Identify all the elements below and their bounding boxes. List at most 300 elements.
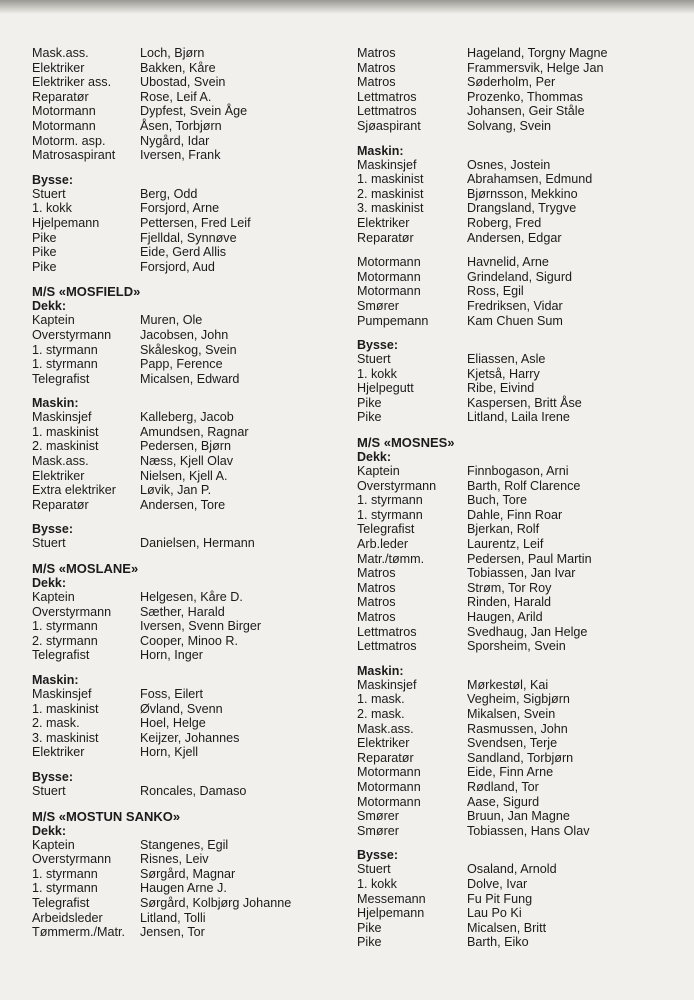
crew-row	[357, 824, 677, 839]
crew-role: Matr./tømm.	[357, 551, 425, 566]
crew-name: Løvik, Jan P.	[140, 483, 212, 498]
crew-row	[32, 687, 332, 702]
crew-name: Iversen, Svenn Birger	[140, 619, 262, 634]
crew-name: Fjelldal, Synnøve	[140, 230, 237, 245]
crew-row	[32, 925, 332, 940]
crew-name: Vegheim, Sigbjørn	[467, 692, 570, 707]
crew-row	[32, 245, 332, 260]
crew-row	[357, 187, 677, 202]
crew-name: Bjerkan, Rolf	[467, 522, 540, 537]
crew-row	[357, 625, 677, 640]
crew-name: Kaspersen, Britt Åse	[467, 395, 582, 410]
left-column	[32, 46, 332, 950]
crew-row	[32, 867, 332, 882]
crew-row	[32, 619, 332, 634]
crew-name: Papp, Ference	[140, 357, 223, 372]
crew-name: Mikalsen, Svein	[467, 706, 556, 721]
crew-row	[32, 911, 332, 926]
crew-role: Overstyrmann	[32, 852, 112, 867]
crew-row	[32, 61, 332, 76]
crew-role: Stuert	[357, 862, 391, 877]
crew-name: Aase, Sigurd	[467, 794, 540, 809]
crew-role: Lettmatros	[357, 624, 417, 639]
crew-name: Dahle, Finn Roar	[467, 507, 563, 522]
crew-row	[32, 343, 332, 358]
crew-name: Eide, Gerd Allis	[140, 245, 227, 260]
crew-row	[357, 479, 677, 494]
crew-role: Smører	[357, 823, 399, 838]
crew-name: Jensen, Tor	[140, 925, 205, 940]
crew-role: Telegrafist	[32, 648, 90, 663]
crew-row	[357, 104, 677, 119]
crew-role: Lettmatros	[357, 104, 417, 119]
crew-role: Lettmatros	[357, 639, 417, 654]
crew-role: 1. styrmann	[357, 507, 423, 522]
crew-name: Nygård, Idar	[140, 133, 210, 148]
crew-name: Eliassen, Asle	[467, 352, 546, 367]
crew-name: Danielsen, Hermann	[140, 536, 255, 551]
crew-row	[357, 396, 677, 411]
crew-name: Haugen, Arild	[467, 610, 543, 624]
crew-name: Drangsland, Trygve	[467, 201, 577, 216]
crew-role: Matros	[357, 595, 396, 610]
crew-name: Barth, Eiko	[467, 935, 529, 950]
crew-row	[32, 313, 332, 328]
crew-role: Pike	[32, 230, 57, 245]
crew-role: Stuert	[357, 352, 391, 367]
crew-name: Forsjord, Arne	[140, 201, 220, 216]
crew-role: Hjelpemann	[357, 906, 425, 921]
crew-row	[32, 634, 332, 649]
crew-row	[357, 595, 677, 610]
crew-name: Fu Pit Fung	[467, 891, 533, 906]
crew-row	[32, 187, 332, 202]
crew-row	[32, 498, 332, 513]
crew-role: Matros	[357, 580, 396, 595]
crew-row	[32, 410, 332, 425]
crew-role: Hjelpemann	[32, 215, 100, 230]
section-heading-maskin: Maskin:	[357, 143, 404, 158]
crew-row	[357, 566, 677, 581]
crew-role: Motormann	[357, 794, 421, 809]
crew-role: 1. maskinist	[357, 172, 424, 187]
crew-row	[357, 172, 677, 187]
crew-row	[32, 439, 332, 454]
crew-name: Rasmussen, John	[467, 721, 568, 736]
crew-role: Stuert	[32, 186, 66, 201]
crew-role: 2. maskinist	[32, 439, 99, 454]
crew-row	[32, 838, 332, 853]
crew-row	[357, 284, 677, 299]
crew-row	[32, 731, 332, 746]
crew-row	[357, 692, 677, 707]
crew-name: Sæther, Harald	[140, 604, 225, 619]
crew-name: Lau Po Ki	[467, 906, 522, 921]
crew-role: Tømmerm./Matr.	[32, 925, 126, 940]
crew-row	[32, 372, 332, 387]
crew-role: Motorm. asp.	[32, 133, 106, 148]
crew-name: Kam Chuen Sum	[467, 313, 563, 328]
crew-role: Messemann	[357, 891, 426, 906]
crew-name: Roberg, Fred	[467, 215, 542, 230]
crew-row	[357, 877, 677, 892]
crew-row	[357, 751, 677, 766]
crew-role: 2. styrmann	[32, 633, 98, 648]
crew-role: Hjelpegutt	[357, 381, 414, 396]
crew-row	[32, 201, 332, 216]
crew-role: Elektriker	[357, 215, 410, 230]
crew-row	[357, 381, 677, 396]
crew-role: Elektriker	[32, 745, 85, 760]
crew-role: Matros	[357, 75, 396, 90]
crew-role: 1. styrmann	[32, 866, 98, 881]
crew-role: Matrosaspirant	[32, 148, 116, 163]
crew-row	[357, 935, 677, 950]
crew-role: 1. styrmann	[32, 881, 98, 896]
crew-name: Åsen, Torbjørn	[140, 118, 222, 133]
crew-name: Solvang, Svein	[467, 118, 552, 133]
crew-name: Rose, Leif A.	[140, 89, 212, 104]
section-heading-maskin: Maskin:	[357, 663, 404, 678]
crew-role: 1. styrmann	[32, 619, 98, 634]
crew-row	[357, 795, 677, 810]
section-heading-bysse: Bysse:	[32, 522, 73, 537]
crew-role: 2. maskinist	[357, 186, 424, 201]
crew-name: Litland, Tolli	[140, 910, 206, 925]
crew-name: Pedersen, Paul Martin	[467, 551, 592, 566]
crew-row	[357, 906, 677, 921]
crew-list	[357, 255, 677, 328]
crew-role: 3. maskinist	[357, 201, 424, 216]
crew-role: Motormann	[357, 765, 421, 780]
crew-row	[32, 134, 332, 149]
crew-role: Mask.ass.	[357, 721, 414, 736]
crew-row	[357, 780, 677, 795]
crew-row	[357, 255, 677, 270]
crew-row	[32, 357, 332, 372]
crew-name: Helgesen, Kåre D.	[140, 590, 243, 605]
crew-name: Bakken, Kåre	[140, 60, 216, 75]
crew-role: Elektriker	[357, 736, 410, 751]
ship-title-mosfield: M/S «MOSFIELD»	[32, 284, 141, 300]
crew-row	[357, 707, 677, 722]
crew-row	[357, 119, 677, 134]
crew-role: Maskinsjef	[32, 687, 92, 701]
crew-name: Risnes, Leiv	[140, 852, 209, 867]
crew-list	[32, 687, 332, 760]
crew-name: Andersen, Edgar	[467, 230, 562, 245]
crew-role: Telegrafist	[32, 371, 90, 386]
crew-name: Sandland, Torbjørn	[467, 750, 574, 765]
crew-row	[32, 483, 332, 498]
crew-role: Lettmatros	[357, 89, 417, 104]
crew-row	[357, 231, 677, 246]
crew-name: Ross, Egil	[467, 284, 524, 299]
section-heading-dekk: Dekk:	[32, 576, 67, 591]
crew-row	[357, 299, 677, 314]
crew-role: Elektriker	[32, 60, 85, 75]
crew-row	[32, 90, 332, 105]
crew-role: Stuert	[32, 783, 66, 798]
crew-role: Pike	[357, 935, 382, 950]
crew-list	[32, 187, 332, 275]
crew-role: Motormann	[357, 255, 421, 270]
crew-name: Fredriksen, Vidar	[467, 298, 563, 313]
crew-list	[32, 590, 332, 663]
crew-row	[357, 410, 677, 425]
crew-row	[357, 892, 677, 907]
crew-role: Motormann	[357, 284, 421, 299]
crew-row	[32, 745, 332, 760]
crew-row	[32, 328, 332, 343]
crew-role: 1. kokk	[357, 366, 397, 381]
ship-title-mostun-sanko: M/S «MOSTUN SANKO»	[32, 808, 181, 824]
crew-role: 1. mask.	[357, 692, 405, 707]
crew-role: Stuert	[32, 536, 66, 551]
crew-name: Iversen, Frank	[140, 148, 221, 163]
crew-name: Haugen Arne J.	[140, 881, 227, 896]
crew-name: Ribe, Eivind	[467, 381, 535, 396]
crew-role: Matros	[357, 60, 396, 75]
crew-row	[32, 75, 332, 90]
crew-name: Nielsen, Kjell A.	[140, 468, 228, 483]
crew-role: Matros	[357, 566, 396, 581]
crew-role: Motormann	[32, 118, 96, 133]
crew-role: Overstyrmann	[357, 478, 437, 493]
crew-role: Kaptein	[32, 837, 75, 852]
crew-row	[357, 552, 677, 567]
crew-name: Loch, Bjørn	[140, 46, 205, 60]
crew-row	[357, 201, 677, 216]
crew-name: Rinden, Harald	[467, 595, 552, 610]
page-top-edge	[0, 0, 694, 14]
section-heading-maskin: Maskin:	[32, 396, 79, 411]
crew-name: Dolve, Ivar	[467, 876, 528, 891]
crew-list	[357, 862, 677, 950]
section-heading-bysse: Bysse:	[32, 769, 73, 784]
crew-name: Abrahamsen, Edmund	[467, 172, 593, 187]
crew-row	[32, 716, 332, 731]
crew-name: Mørkestøl, Kai	[467, 677, 549, 692]
crew-row	[357, 736, 677, 751]
crew-name: Foss, Eilert	[140, 687, 203, 701]
crew-role: Smører	[357, 809, 399, 824]
crew-row	[32, 590, 332, 605]
crew-name: Kjetså, Harry	[467, 366, 540, 381]
crew-name: Cooper, Minoo R.	[140, 633, 239, 648]
crew-name: Svendsen, Terje	[467, 736, 558, 751]
crew-row	[32, 454, 332, 469]
crew-role: Pumpemann	[357, 313, 429, 328]
crew-list	[32, 536, 332, 551]
crew-row	[357, 508, 677, 523]
crew-role: 3. maskinist	[32, 730, 99, 745]
crew-role: Matros	[357, 46, 396, 60]
crew-name: Amundsen, Ragnar	[140, 424, 249, 439]
crew-row	[357, 352, 677, 367]
crew-row	[357, 581, 677, 596]
crew-name: Horn, Kjell	[140, 745, 199, 760]
crew-name: Stangenes, Egil	[140, 837, 229, 852]
crew-role: 1. kokk	[357, 876, 397, 891]
crew-role: Motormann	[357, 269, 421, 284]
crew-row	[357, 809, 677, 824]
crew-role: Mask.ass.	[32, 46, 89, 60]
crew-row	[357, 75, 677, 90]
crew-role: Pike	[32, 259, 57, 274]
crew-role: Motormann	[357, 779, 421, 794]
crew-name: Søderholm, Per	[467, 75, 556, 90]
crew-role: Kaptein	[32, 590, 75, 605]
crew-row	[357, 46, 677, 61]
crew-row	[32, 702, 332, 717]
crew-role: 2. mask.	[32, 716, 80, 731]
crew-name: Hageland, Torgny Magne	[467, 46, 608, 60]
crew-role: 1. kokk	[32, 201, 72, 216]
crew-name: Eide, Finn Arne	[467, 765, 554, 780]
crew-list	[357, 352, 677, 425]
crew-name: Sporsheim, Svein	[467, 639, 566, 654]
crew-row	[32, 119, 332, 134]
crew-row	[357, 367, 677, 382]
crew-name: Horn, Inger	[140, 648, 203, 663]
section-heading-dekk: Dekk:	[357, 450, 392, 465]
crew-row	[357, 765, 677, 780]
crew-role: Kaptein	[32, 313, 75, 328]
crew-name: Buch, Tore	[467, 493, 527, 508]
crew-list	[32, 46, 332, 163]
crew-role: Pike	[357, 920, 382, 935]
crew-role: Smører	[357, 298, 399, 313]
crew-role: Arbeidsleder	[32, 910, 103, 925]
crew-list	[357, 464, 677, 654]
crew-name: Sørgård, Kolbjørg Johanne	[140, 895, 292, 910]
crew-role: Pike	[357, 395, 382, 410]
crew-role: Overstyrmann	[32, 604, 112, 619]
crew-role: Reparatør	[357, 230, 414, 245]
crew-row	[357, 90, 677, 105]
crew-name: Litland, Laila Irene	[467, 410, 570, 425]
crew-row	[357, 921, 677, 936]
crew-row	[32, 881, 332, 896]
crew-role: Maskinsjef	[357, 157, 417, 172]
crew-role: Pike	[32, 245, 57, 260]
crew-name: Johansen, Geir Ståle	[467, 104, 585, 119]
crew-role: Maskinsjef	[357, 677, 417, 692]
section-heading-bysse: Bysse:	[357, 848, 398, 863]
crew-row	[32, 852, 332, 867]
crew-name: Prozenko, Thommas	[467, 89, 583, 104]
crew-role: 1. styrmann	[32, 342, 98, 357]
crew-role: Elektriker	[32, 468, 85, 483]
crew-row	[357, 639, 677, 654]
crew-name: Hoel, Helge	[140, 716, 206, 731]
crew-role: 1. maskinist	[32, 701, 99, 716]
crew-role: Motormann	[32, 104, 96, 119]
crew-name: Ubostad, Svein	[140, 75, 226, 90]
crew-role: Elektriker ass.	[32, 75, 112, 90]
crew-role: 1. styrmann	[357, 493, 423, 508]
crew-name: Micalsen, Britt	[467, 920, 547, 935]
crew-row	[32, 104, 332, 119]
crew-name: Tobiassen, Hans Olav	[467, 823, 590, 838]
crew-name: Andersen, Tore	[140, 497, 226, 512]
crew-list	[32, 313, 332, 386]
crew-role: Telegrafist	[32, 895, 90, 910]
crew-row	[32, 148, 332, 163]
crew-role: Maskinsjef	[32, 410, 92, 425]
crew-role: Overstyrmann	[32, 327, 112, 342]
crew-name: Osnes, Jostein	[467, 157, 551, 172]
crew-row	[32, 260, 332, 275]
crew-row	[32, 648, 332, 663]
crew-row	[357, 678, 677, 693]
crew-name: Svedhaug, Jan Helge	[467, 624, 588, 639]
crew-list	[32, 784, 332, 799]
crew-row	[357, 522, 677, 537]
crew-row	[32, 46, 332, 61]
crew-role: 1. styrmann	[32, 357, 98, 372]
crew-name: Bruun, Jan Magne	[467, 809, 570, 824]
crew-name: Dypfest, Svein Åge	[140, 104, 248, 119]
crew-role: 2. mask.	[357, 706, 405, 721]
crew-role: Extra elektriker	[32, 483, 116, 498]
crew-name: Keijzer, Johannes	[140, 730, 240, 745]
crew-row	[357, 610, 677, 625]
crew-name: Sørgård, Magnar	[140, 866, 236, 881]
crew-name: Havnelid, Arne	[467, 255, 549, 270]
crew-row	[357, 158, 677, 173]
crew-row	[32, 216, 332, 231]
crew-row	[32, 425, 332, 440]
crew-row	[357, 722, 677, 737]
crew-name: Strøm, Tor Roy	[467, 580, 552, 595]
crew-role: Sjøaspirant	[357, 118, 421, 133]
crew-role: Reparatør	[357, 750, 414, 765]
crew-name: Bjørnsson, Mekkino	[467, 186, 578, 201]
crew-name: Pedersen, Bjørn	[140, 439, 231, 454]
crew-name: Muren, Ole	[140, 313, 203, 328]
crew-name: Øvland, Svenn	[140, 701, 223, 716]
crew-name: Forsjord, Aud	[140, 259, 215, 274]
crew-row	[357, 270, 677, 285]
crew-role: Matros	[357, 610, 396, 624]
ship-title-mosnes: M/S «MOSNES»	[357, 435, 455, 451]
crew-row	[357, 862, 677, 877]
crew-role: Mask.ass.	[32, 454, 89, 469]
crew-role: Kaptein	[357, 464, 400, 479]
crew-list	[32, 838, 332, 940]
crew-name: Osaland, Arnold	[467, 862, 557, 877]
crew-row	[32, 896, 332, 911]
crew-row	[357, 314, 677, 329]
crew-row	[357, 216, 677, 231]
ship-title-moslane: M/S «MOSLANE»	[32, 561, 139, 577]
crew-role: Reparatør	[32, 89, 89, 104]
crew-role: Pike	[357, 410, 382, 425]
crew-row	[357, 537, 677, 552]
crew-row	[32, 605, 332, 620]
crew-role: Reparatør	[32, 497, 89, 512]
crew-role: 1. maskinist	[32, 424, 99, 439]
crew-name: Berg, Odd	[140, 186, 198, 201]
crew-name: Pettersen, Fred Leif	[140, 215, 251, 230]
crew-name: Næss, Kjell Olav	[140, 454, 234, 469]
crew-list	[357, 678, 677, 839]
crew-name: Frammersvik, Helge Jan	[467, 60, 604, 75]
crew-name: Rødland, Tor	[467, 779, 539, 794]
crew-name: Tobiassen, Jan Ivar	[467, 566, 576, 581]
